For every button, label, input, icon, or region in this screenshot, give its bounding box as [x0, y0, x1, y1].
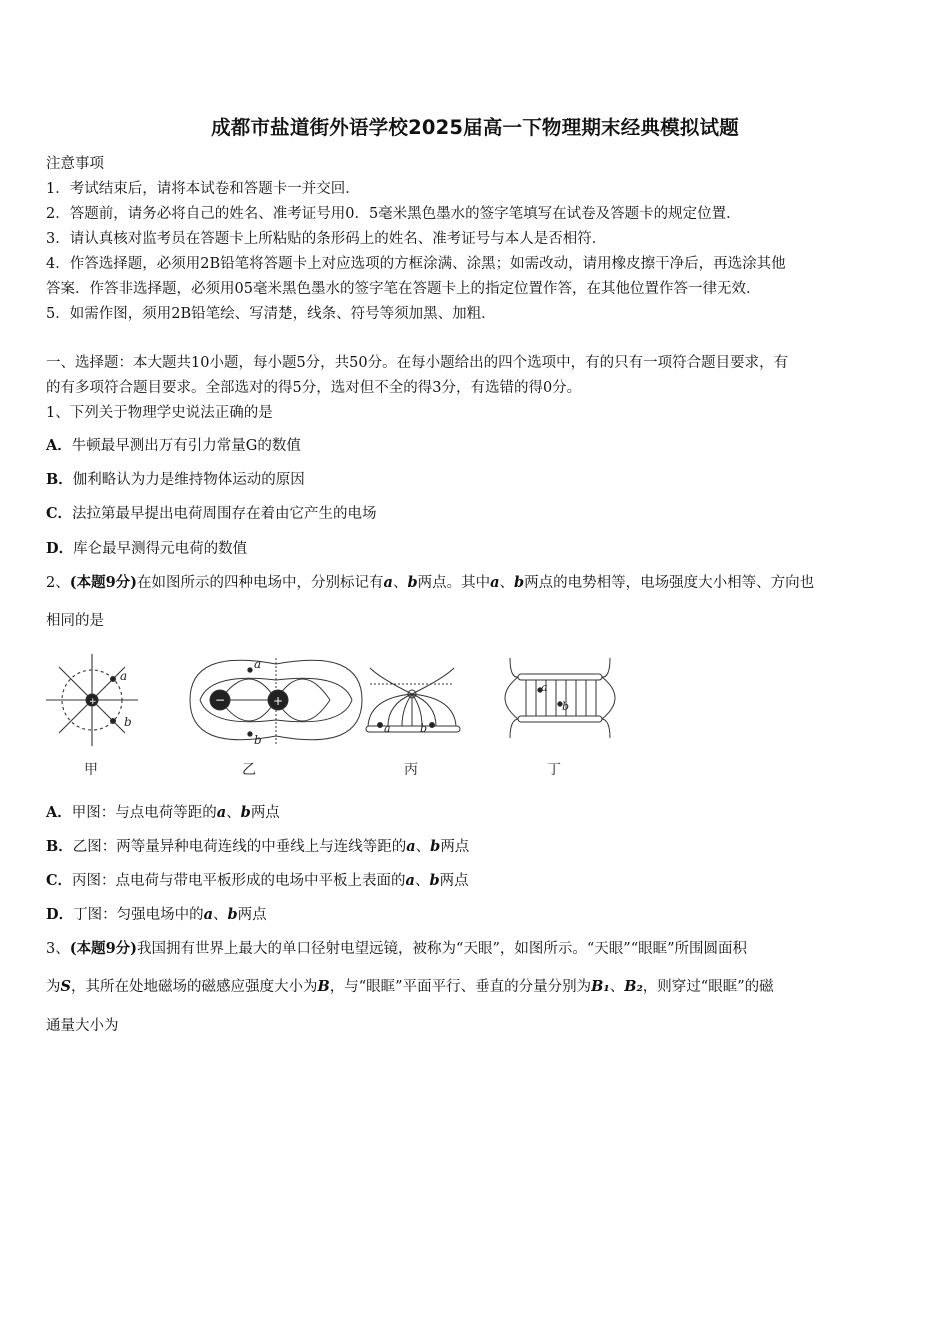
- q1-option-c: [46, 502, 908, 523]
- q1-option-c-text: 法拉第最早提出电荷周围存在着由它产生的电场: [72, 506, 377, 522]
- q2-option-c-var-b: b: [429, 872, 440, 889]
- figure-ding: [505, 658, 615, 738]
- figure-label-jia: 甲: [84, 762, 98, 778]
- q2-option-c-var-a: a: [405, 872, 415, 889]
- section-instructions-line1: 一、选择题：本大题共10小题，每小题5分，共50分。在每小题给出的四个选项中，有的只有一项符合题目要求，有: [46, 355, 789, 371]
- q1-option-a: [46, 434, 908, 455]
- q3-number: 3、: [46, 941, 70, 957]
- q3-sep: 、: [609, 979, 625, 995]
- q3-score: (本题9分): [69, 940, 138, 957]
- q2-option-a-sep: 、: [226, 805, 241, 821]
- svg-text:+: +: [273, 694, 284, 708]
- q3-line1-text: 我国拥有世界上最大的单口径射电望远镜，被称为“天眼”，如图所示。“天眼”“眼眶”所围圆面积: [137, 941, 748, 957]
- q2-option-d-label: D．: [46, 906, 74, 923]
- q2-var-a: a: [383, 574, 393, 591]
- q2-score: (本题9分): [69, 574, 138, 591]
- figure-jia-point-a: a: [120, 669, 128, 683]
- q3-line2-a: 为: [46, 979, 61, 995]
- q2-var-b-2: b: [514, 574, 525, 591]
- q1-option-b: [46, 468, 908, 489]
- svg-text:+: +: [89, 697, 97, 707]
- q2-option-d-var-b: b: [227, 906, 238, 923]
- q2-figure-svg: [40, 648, 640, 788]
- notice-item-5: 5．如需作图，须用2B铅笔绘、写清楚，线条、符号等须加黑、加粗．: [46, 306, 496, 322]
- q1-option-d-text: 库仑最早测得元电荷的数值: [73, 541, 248, 557]
- figure-yi: [190, 657, 362, 747]
- figure-bing: [366, 668, 460, 735]
- figure-bing-point-a: a: [384, 722, 391, 735]
- q3-var-s: S: [60, 978, 71, 995]
- figure-ding-point-a: a: [541, 681, 548, 694]
- figure-bing-point-b: b: [420, 722, 428, 735]
- q2-number: 2、: [46, 575, 70, 591]
- q3-line2-c: ，与“眼眶”平面平行、垂直的分量分别为: [329, 979, 592, 995]
- figure-jia-point-b: b: [124, 715, 132, 729]
- q1-option-d-label: D．: [46, 540, 74, 557]
- q3-var-b1: B₁: [591, 978, 610, 995]
- notice-item-3: 3．请认真核对监考员在答题卡上所粘贴的条形码上的姓名、准考证号与本人是否相符．: [46, 231, 607, 247]
- figure-label-ding: 丁: [547, 762, 561, 778]
- notice-item-1: 1．考试结束后，请将本试卷和答题卡一并交回．: [46, 181, 360, 197]
- q2-option-b-var-b: b: [430, 838, 441, 855]
- figure-yi-point-b: b: [254, 733, 262, 747]
- figure-ding-top-plate: [518, 674, 602, 680]
- q2-sep: 、: [392, 575, 408, 591]
- q1-option-b-label: B．: [46, 471, 73, 488]
- figure-label-yi: 乙: [242, 762, 256, 778]
- figure-ding-bottom-plate: [518, 716, 602, 722]
- q2-option-a-label: A．: [46, 804, 72, 821]
- q2-option-b-label: B．: [46, 838, 73, 855]
- q2-option-b-sep: 、: [415, 839, 431, 855]
- q3-line2-b: ，其所在处地磁场的磁感应强度大小为: [70, 979, 318, 995]
- svg-text:−: −: [215, 693, 226, 707]
- q2-option-a-text: 甲图：与点电荷等距的: [71, 805, 217, 821]
- q2-option-d: [46, 903, 908, 924]
- figure-yi-point-a: a: [254, 657, 262, 671]
- q2-option-a-var-a: a: [216, 804, 227, 821]
- q2-option-a-tail: 两点: [250, 805, 280, 821]
- page-title: 成都市盐道街外语学校2025届高一下物理期末经典模拟试题: [211, 116, 739, 139]
- q2-var-b: b: [407, 574, 418, 591]
- q2-stem-line2: 相同的是: [46, 613, 104, 629]
- q1-option-d: [46, 537, 908, 558]
- q1-option-b-text: 伽利略认为力是维持物体运动的原因: [72, 472, 305, 488]
- q2-sep-2: 、: [499, 575, 514, 591]
- q2-figure: [40, 648, 640, 788]
- q2-option-c: [46, 869, 908, 890]
- q2-stem-line1: [46, 571, 908, 592]
- q3-var-b: B: [317, 978, 330, 995]
- q2-option-d-var-a: a: [203, 906, 213, 923]
- q2-stem-c: 两点的电势相等，电场强度大小相等、方向也: [524, 575, 815, 591]
- q2-option-b: [46, 835, 908, 856]
- q3-stem-line1: [46, 937, 908, 958]
- q1-option-a-label: A．: [46, 437, 72, 454]
- q2-option-b-var-a: a: [406, 838, 416, 855]
- q1-option-c-label: C．: [46, 505, 73, 522]
- notice-item-4: 4．作答选择题，必须用2B铅笔将答题卡上对应选项的方框涂满、涂黑；如需改动，请用橡皮擦干净后，再选涂其他: [46, 256, 786, 272]
- q2-option-d-sep: 、: [212, 907, 228, 923]
- q2-var-a-2: a: [490, 574, 500, 591]
- figure-ding-point-b: b: [562, 700, 570, 713]
- q2-option-d-tail: 两点: [237, 907, 267, 923]
- q2-option-d-text: 丁图：匀强电场中的: [73, 907, 204, 923]
- q3-stem-line3: 通量大小为: [46, 1018, 119, 1034]
- notice-item-4-cont: 答案．作答非选择题，必须用05毫米黑色墨水的签字笔在答题卡上的指定位置作答，在其他位置作答一律无效．: [46, 281, 761, 297]
- q2-stem-b: 两点。其中: [417, 575, 491, 591]
- q2-option-c-label: C．: [46, 872, 73, 889]
- q2-option-a-var-b: b: [240, 804, 251, 821]
- q2-option-a: [46, 801, 908, 822]
- q2-option-c-tail: 两点: [439, 873, 469, 889]
- notice-heading: 注意事项: [46, 156, 104, 172]
- q1-stem: 1、下列关于物理学史说法正确的是: [46, 405, 273, 421]
- q2-stem-a: 在如图所示的四种电场中，分别标记有: [137, 575, 384, 591]
- figure-label-bing: 丙: [404, 762, 418, 778]
- notice-item-2: 2．答题前，请务必将自己的姓名、准考证号用0．5毫米黑色墨水的签字笔填写在试卷及答题卡的规定位置．: [46, 206, 741, 222]
- q2-option-c-sep: 、: [414, 873, 430, 889]
- q3-stem-line2: [46, 975, 908, 996]
- q3-line2-d: ，则穿过“眼眶”的磁: [642, 979, 774, 995]
- figure-jia: [46, 654, 138, 746]
- section-instructions-line2: 的有多项符合题目要求。全部选对的得5分，选对但不全的得3分，有选错的得0分。: [46, 380, 582, 396]
- q2-option-c-text: 丙图：点电荷与带电平板形成的电场中平板上表面的: [72, 873, 406, 889]
- q3-var-b2: B₂: [624, 978, 643, 995]
- q2-option-b-text: 乙图：两等量异种电荷连线的中垂线上与连线等距的: [72, 839, 407, 855]
- q1-option-a-text: 牛顿最早测出万有引力常量G的数值: [71, 438, 301, 454]
- q2-option-b-tail: 两点: [440, 839, 470, 855]
